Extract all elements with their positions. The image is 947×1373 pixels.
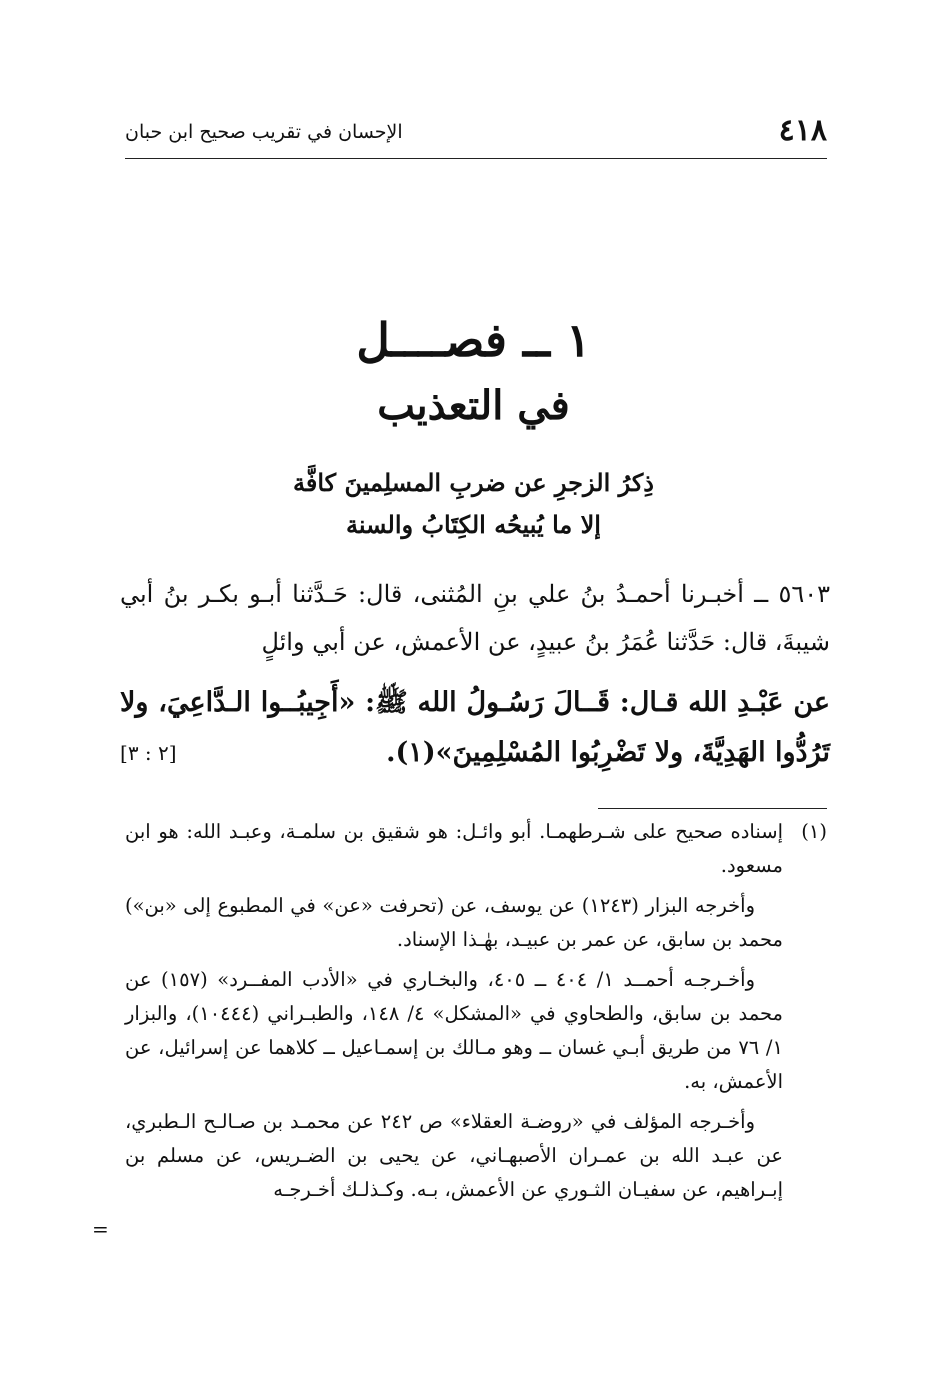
footnote-rule bbox=[598, 808, 827, 809]
footnote-1 bbox=[125, 815, 827, 883]
footnote-paragraph: وأخـرجـه أحمــد ١/ ٤٠٤ ــ ٤٠٥، والبخـاري في «الأدب المفــرد» (١٥٧) عن محمد بن سابق، والطحاوي في «المشكل» ٤/ ١٤٨، والطبـراني (١٠٤٤٤)، والبزار ١/ ٧٦ من طريق أبـي غسان ــ وهو مـالك بن إسمـاعيل ــ كلاهما عن إسرائيل، عن الأعمش، به. bbox=[125, 968, 783, 1093]
header-rule bbox=[125, 158, 827, 159]
section-heading-line-2: إلا ما يُبيحُه الكِتَابُ والسنة bbox=[346, 510, 601, 539]
footnote-text: إسناده صحيح على شـرطهمـا. أبو وائـل: هو شقيق بن سلمـة، وعبـد الله: هو ابن مسعود. bbox=[125, 820, 783, 877]
section-heading-line-1: ذِكرُ الزجرِ عن ضربِ المسلِمينَ كافَّة bbox=[293, 468, 654, 497]
chapter-title: في التعذيب bbox=[377, 382, 570, 429]
hadith-isnad: ٥٦٠٣ ــ أخبـرنا أحمـدُ بنُ علي بنِ المُثنى، قال: حَـدَّثنا أبـو بكـر بنُ أبي شيبةَ، قال: حَدَّثنا عُمَرُ بنُ عبيدٍ، عن الأعمش، عن أبي وائلٍ bbox=[120, 580, 830, 656]
page-number: ٤١٨ bbox=[778, 113, 827, 148]
page-header bbox=[125, 112, 827, 150]
footnotes bbox=[125, 815, 827, 1207]
footnote-continuation-mark: = bbox=[92, 1217, 109, 1241]
running-title: الإحسان في تقريب صحيح ابن حبان bbox=[125, 121, 403, 143]
section-heading bbox=[140, 462, 807, 546]
hadith-matn-block bbox=[120, 678, 830, 778]
footnote-paragraph: وأخـرجه المؤلف في «روضـة العقلاء» ص ٢٤٢ عن محمـد بن صـالـح الـطبري، عن عبـد الله بن عمـران الأصبهـاني، عن يحيى بن الضـريس، عن مسلم بن إبـراهيم، عن سفيـان الثـوري عن الأعمش، بـه. وكـذلـك أخـرجـه bbox=[125, 1110, 783, 1201]
hadith-matn: عن عَبْـدِ الله قـال: قَــالَ رَسُـولُ الله ﷺ: «أَجِيبُــوا الـدَّاعِيَ، ولا تَرُدُّوا الهَدِيَّةَ، ولا تَضْرِبُوا المُسْلِمِينَ»(١). bbox=[120, 687, 830, 768]
footnote-paragraph: وأخرجه البزار (١٢٤٣) عن يوسف، عن (تحرفت «عن» في المطبوع إلى «بن») محمد بن سابق، عن عمر بن عبيـد، بهٰـذا الإسناد. bbox=[125, 894, 783, 951]
chapter-number: ١ ــ فصــــل bbox=[356, 313, 591, 367]
footnote-number: (١) bbox=[801, 820, 827, 843]
hadith-reference: [٢ : ٣] bbox=[120, 741, 177, 765]
